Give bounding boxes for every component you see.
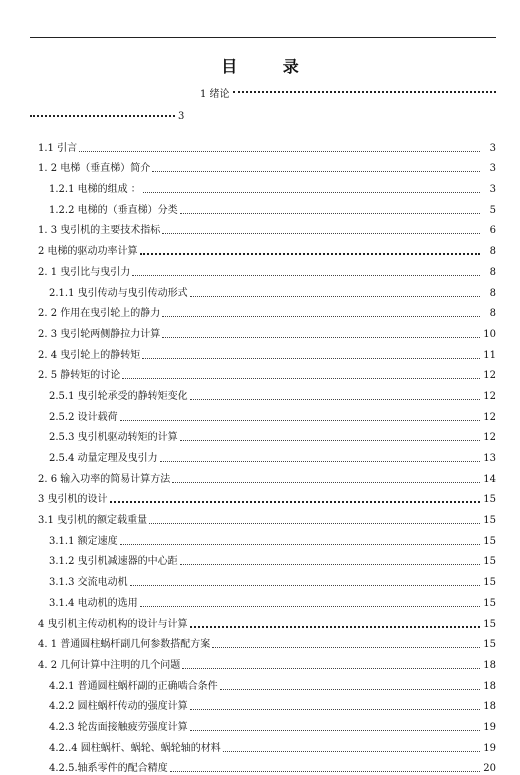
toc-entry-page: 3 — [489, 163, 496, 175]
toc-entry-label: 4.2..4 圆柱蜗杆、蜗轮、蜗轮轴的材料 — [49, 742, 221, 754]
toc-entry-page: 19 — [483, 721, 496, 733]
toc-entry-page: 11 — [483, 349, 496, 361]
dot-leader — [220, 689, 480, 690]
toc-entry-label: 2. 2 作用在曳引轮上的静力 — [38, 308, 161, 320]
toc-entry-label: 4.2.5.轴系零件的配合精度 — [49, 763, 168, 775]
dot-leader — [172, 482, 480, 483]
dot-leader — [182, 668, 480, 669]
toc-entry-page: 3 — [489, 184, 496, 196]
toc-entry[interactable] — [38, 486, 496, 507]
toc-entry-page: 8 — [489, 287, 496, 299]
toc-entry[interactable] — [38, 196, 496, 217]
toc-entry-page: 10 — [483, 328, 496, 340]
toc-entry-page: 12 — [483, 370, 496, 382]
toc-entry-label: 4.2.3 轮齿面接触疲劳强度计算 — [49, 721, 188, 733]
toc-entry-page: 20 — [483, 763, 496, 775]
toc-entry-label: 1 绪论 — [200, 88, 230, 100]
toc-entry[interactable] — [38, 713, 496, 734]
toc-entry-label: 4.2.2 圆柱蜗杆传动的强度计算 — [49, 701, 188, 713]
dot-leader — [162, 233, 480, 234]
dot-leader — [120, 544, 480, 545]
dot-leader — [120, 420, 480, 421]
toc-entry-label: 2.5.2 设计载荷 — [49, 411, 118, 423]
toc-entry-label: 4 曳引机主传动机构的设计与计算 — [38, 618, 188, 630]
dot-leader — [162, 337, 480, 338]
toc-list — [38, 134, 496, 775]
toc-entry[interactable] — [38, 651, 496, 672]
toc-entry[interactable] — [38, 341, 496, 362]
toc-entry[interactable] — [38, 279, 496, 300]
toc-entry-label: 3.1.3 交流电动机 — [49, 577, 128, 589]
toc-entry[interactable] — [38, 258, 496, 279]
toc-entry-page: 15 — [483, 618, 496, 630]
toc-entry-page: 15 — [483, 639, 496, 651]
toc-entry[interactable] — [38, 300, 496, 321]
toc-entry[interactable] — [38, 693, 496, 714]
toc-entry-page: 14 — [483, 473, 496, 485]
toc-entry-label: 1.2.2 电梯的（垂直梯）分类 — [49, 204, 178, 216]
toc-entry-label: 1.2.1 电梯的组成 ： — [49, 184, 141, 196]
dot-leader — [162, 316, 480, 317]
toc-entry-label: 4. 1 普通圆柱蜗杆副几何参数搭配方案 — [38, 639, 211, 651]
dot-leader — [180, 440, 480, 441]
toc-entry-page: 18 — [483, 680, 496, 692]
toc-entry-page: 12 — [483, 432, 496, 444]
toc-entry-chapter-1-continued — [30, 110, 210, 122]
dot-leader — [143, 192, 480, 193]
toc-entry[interactable] — [38, 610, 496, 631]
toc-entry[interactable] — [38, 755, 496, 775]
dot-leader — [190, 709, 480, 710]
toc-entry-page: 13 — [483, 453, 496, 464]
dot-leader — [140, 606, 480, 607]
dot-leader — [149, 523, 480, 524]
toc-entry-page: 15 — [483, 597, 496, 609]
toc-entry[interactable] — [38, 237, 496, 258]
header-rule — [30, 37, 496, 38]
toc-entry-label: 2.1.1 曳引传动与曳引传动形式 — [49, 287, 188, 299]
toc-entry-page: 12 — [483, 390, 496, 402]
toc-entry-label: 2 电梯的驱动功率计算 — [38, 246, 138, 258]
toc-entry[interactable] — [38, 589, 496, 610]
toc-entry-label: 2. 6 输入功率的简易计算方法 — [38, 473, 171, 485]
toc-entry-page: 8 — [489, 266, 496, 278]
toc-entry[interactable] — [38, 672, 496, 693]
dot-leader — [190, 730, 480, 731]
toc-entry-label: 2.5.3 曳引机驱动转矩的计算 — [49, 432, 178, 444]
dot-leader — [79, 151, 480, 152]
dot-leader — [130, 585, 480, 586]
toc-entry-page: 8 — [489, 246, 496, 258]
dot-leader — [132, 275, 480, 276]
dot-leader — [212, 647, 480, 648]
dot-leader — [170, 771, 480, 772]
dot-leader — [160, 461, 480, 462]
toc-entry-page: 18 — [483, 701, 496, 713]
toc-entry[interactable] — [38, 155, 496, 176]
toc-entry-label: 3 曳引机的设计 — [38, 494, 108, 506]
dot-leader — [233, 91, 496, 93]
toc-entry-label: 3.1.2 曳引机减速器的中心距 — [49, 556, 178, 568]
dot-leader — [190, 296, 480, 297]
dot-leader — [223, 751, 480, 752]
toc-entry-page: 15 — [483, 577, 496, 589]
toc-entry-page: 19 — [483, 742, 496, 754]
dot-leader — [180, 213, 480, 214]
toc-entry[interactable] — [38, 175, 496, 196]
toc-entry-label: 3.1.1 额定速度 — [49, 535, 118, 547]
toc-entry[interactable] — [38, 444, 496, 465]
dot-leader — [152, 171, 480, 172]
toc-entry-page: 12 — [483, 411, 496, 423]
toc-entry-label: 3.1.4 电动机的选用 — [49, 597, 138, 609]
toc-entry-label: 2. 3 曳引轮两侧静拉力计算 — [38, 328, 161, 340]
toc-entry-page: 15 — [483, 535, 496, 547]
toc-entry-chapter-1[interactable] — [200, 85, 496, 99]
page-title: 目 录 — [221, 57, 319, 76]
toc-entry[interactable] — [38, 134, 496, 155]
dot-leader — [190, 399, 480, 400]
dot-leader — [142, 358, 480, 359]
dot-leader — [122, 378, 480, 379]
toc-entry-label: 4. 2 几何计算中注明的几个问题 — [38, 659, 181, 671]
toc-entry-page: 15 — [483, 494, 496, 506]
toc-entry-page: 8 — [489, 308, 496, 320]
dot-leader — [110, 501, 480, 503]
toc-entry-page: 5 — [489, 204, 496, 216]
toc-entry[interactable] — [38, 362, 496, 383]
toc-entry[interactable] — [38, 320, 496, 341]
dot-leader — [190, 626, 480, 628]
toc-entry-label: 2. 1 曳引比与曳引力 — [38, 266, 131, 278]
toc-entry-page: 3 — [489, 142, 496, 154]
toc-entry-label: 3.1 曳引机的额定载重量 — [38, 515, 148, 527]
toc-entry[interactable] — [38, 403, 496, 424]
toc-entry[interactable] — [38, 568, 496, 589]
toc-entry[interactable] — [38, 527, 496, 548]
toc-entry-page: 15 — [483, 515, 496, 527]
dot-leader — [140, 253, 480, 255]
toc-entry[interactable] — [38, 465, 496, 486]
toc-entry[interactable] — [38, 631, 496, 652]
toc-entry-page: 6 — [489, 225, 496, 237]
toc-entry[interactable] — [38, 424, 496, 445]
toc-entry-label: 1.1 引言 — [38, 142, 78, 154]
toc-entry-label: 2. 5 静转矩的讨论 — [38, 370, 121, 382]
toc-entry[interactable] — [38, 506, 496, 527]
toc-entry-label: 2.5.1 曳引轮承受的静转矩变化 — [49, 390, 188, 402]
toc-entry-label: 2. 4 曳引轮上的静转矩 — [38, 349, 141, 361]
toc-entry-label: 1. 2 电梯（垂直梯）简介 — [38, 163, 151, 175]
dot-leader — [180, 564, 480, 565]
dot-leader — [30, 115, 175, 117]
toc-entry[interactable] — [38, 548, 496, 569]
toc-entry-page: 18 — [483, 659, 496, 671]
toc-entry-page: 3 — [178, 110, 185, 122]
toc-entry-label: 1. 3 曳引机的主要技术指标 — [38, 225, 161, 237]
toc-entry[interactable] — [38, 734, 496, 755]
toc-entry[interactable] — [38, 217, 496, 238]
toc-entry[interactable] — [38, 382, 496, 403]
toc-entry-label: 2.5.4 动量定理及曳引力 — [49, 453, 158, 464]
toc-entry-page: 15 — [483, 556, 496, 568]
toc-entry-label: 4.2.1 普通圆柱蜗杆副的正确啮合条件 — [49, 680, 218, 692]
